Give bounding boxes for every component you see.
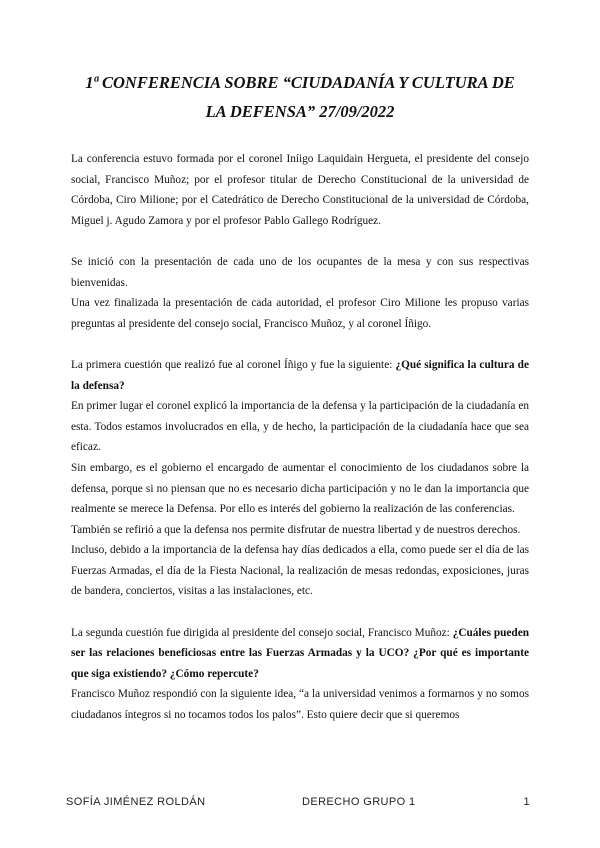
first-question-text: ¿Qué significa la cultura de la defensa? — [71, 358, 529, 392]
document-body — [71, 149, 529, 726]
paragraph-freedom-rights: También se refirió a que la defensa nos permite disfrutar de nuestra libertad y de nuestros derechos. — [71, 523, 521, 536]
paragraph-questions-proposed: Una vez finalizada la presentación de cada autoridad, el profesor Ciro Milione les propuso varias preguntas al presidente del consejo social, Francisco Muñoz, y al coronel Íñigo. — [71, 297, 529, 330]
footer-author: SOFÍA JIMÉNEZ ROLDÁN — [66, 796, 206, 808]
title-line-1: 1ª CONFERENCIA SOBRE “CIUDADANÍA Y CULTURA DE — [85, 73, 515, 92]
second-question-intro: La segunda cuestión fue dirigida al presidente del consejo social, Francisco Muñoz: — [71, 626, 453, 639]
paragraph-defense-importance: En primer lugar el coronel explicó la importancia de la defensa y la participación de la ciudadanía en esta. Todos estamos involucrados en ella, y de hecho, la participación de la ciudadanía hace que sea eficaz. — [71, 400, 529, 454]
page-footer — [66, 796, 530, 812]
paragraph-spacer — [71, 334, 529, 355]
paragraph-spacer — [71, 602, 529, 623]
footer-page-number: 1 — [523, 796, 530, 808]
first-question-intro: La primera cuestión que realizó fue al coronel Íñigo y fue la siguiente: — [71, 358, 396, 371]
paragraph-first-question — [71, 355, 529, 396]
paragraph-spacer — [71, 231, 529, 252]
paragraph-introductions: Se inició con la presentación de cada uno de los ocupantes de la mesa y con sus respectivas bienvenidas. — [71, 255, 529, 289]
footer-course: DERECHO GRUPO 1 — [302, 796, 416, 808]
paragraph-participants: La conferencia estuvo formada por el coronel Iníigo Laquidain Hergueta, el presidente del consejo social, Francisco Muñoz; por el profesor titular de Derecho Constitucional de la universidad de Córdoba, Ciro Milione; por el Catedrático de Derecho Constitucional de la universidad de Córdoba, Miguel j. Agudo Zamora y por el profesor Pablo Gallego Rodríguez. — [71, 153, 529, 227]
document-title — [60, 68, 540, 126]
paragraph-second-question — [71, 623, 529, 685]
paragraph-munoz-response: Francisco Muñoz respondió con la siguiente idea, “a la universidad venimos a formarnos y no somos ciudadanos íntegros si no tocamos todos los palos”. Esto quiere decir que si queremos — [71, 688, 529, 722]
paragraph-government-role: Sin embargo, es el gobierno el encargado de aumentar el conocimiento de los ciudadanos sobre la defensa, porque si no piensan que no es necesario dicha participación y no le dan la importancia que realmente se merece la Defensa. Por ello es interés del gobierno la realización de las conferencias. — [71, 461, 529, 516]
second-question-text: ¿Cuáles pueden ser las relaciones beneficiosas entre las Fuerzas Armadas y la UCO? ¿Por qué es importante que siga existiendo? ¿Cómo repercute? — [71, 626, 530, 680]
paragraph-defense-days: Incluso, debido a la importancia de la defensa hay días dedicados a ella, como puede ser el día de las Fuerzas Armadas, el día de la Fiesta Nacional, la realización de mesas redondas, exposiciones, juras de bandera, conciertos, visitas a las instalaciones, etc. — [71, 544, 529, 598]
title-line-2: LA DEFENSA” 27/09/2022 — [205, 102, 395, 121]
